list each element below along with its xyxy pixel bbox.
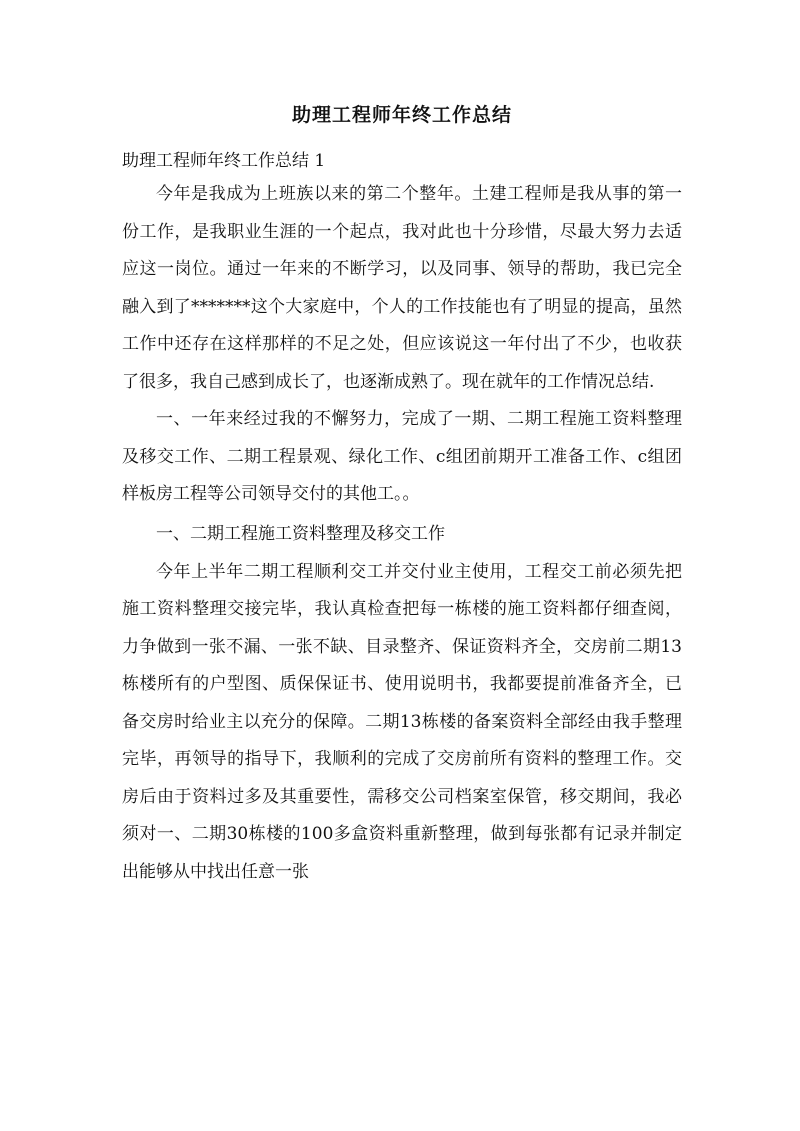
paragraph-archive-work: 今年上半年二期工程顺利交工并交付业主使用，工程交工前必须先把施工资料整理交接完毕，我认真检查把每一栋楼的施工资料都仔细查阅，力争做到一张不漏、一张不缺、目录整齐、保证资料齐全，交房前二期13栋楼所有的户型图、质保保证书、使用说明书，我都要提前准备齐全，已备交房时给业主以充分的保障。二期13栋楼的备案资料全部经由我手整理完毕，再领导的指导下，我顺利的完成了交房前所有资料的整理工作。交房后由于资料过多及其重要性，需移交公司档案室保管，移交期间，我必须对一、二期30栋楼的100多盒资料重新整理，做到每张都有记录并制定出能够从中找出任意一张 bbox=[122, 561, 682, 882]
section-heading: 一、二期工程施工资料整理及移交工作 bbox=[156, 523, 445, 544]
paragraph-summary: 一、一年来经过我的不懈努力，完成了一期、二期工程施工资料整理及移交工作、二期工程景观、绿化工作、c组团前期开工准备工作、c组团样板房工程等公司领导交付的其他工。。 bbox=[122, 409, 682, 504]
paragraph-intro: 今年是我成为上班族以来的第二个整年。土建工程师是我从事的第一份工作，是我职业生涯的一个起点，我对此也十分珍惜，尽最大努力去适应这一岗位。通过一年来的不断学习，以及同事、领导的帮助，我已完全融入到了*******这个大家庭中，个人的工作技能也有了明显的提高，虽然工作中还存在这样那样的不足之处，但应该说这一年付出了不少，也收获了很多，我自己感到成长了，也逐渐成熟了。现在就年的工作情况总结. bbox=[122, 184, 682, 392]
document-title: 助理工程师年终工作总结 bbox=[291, 104, 512, 126]
document-subtitle: 助理工程师年终工作总结 1 bbox=[122, 151, 326, 171]
